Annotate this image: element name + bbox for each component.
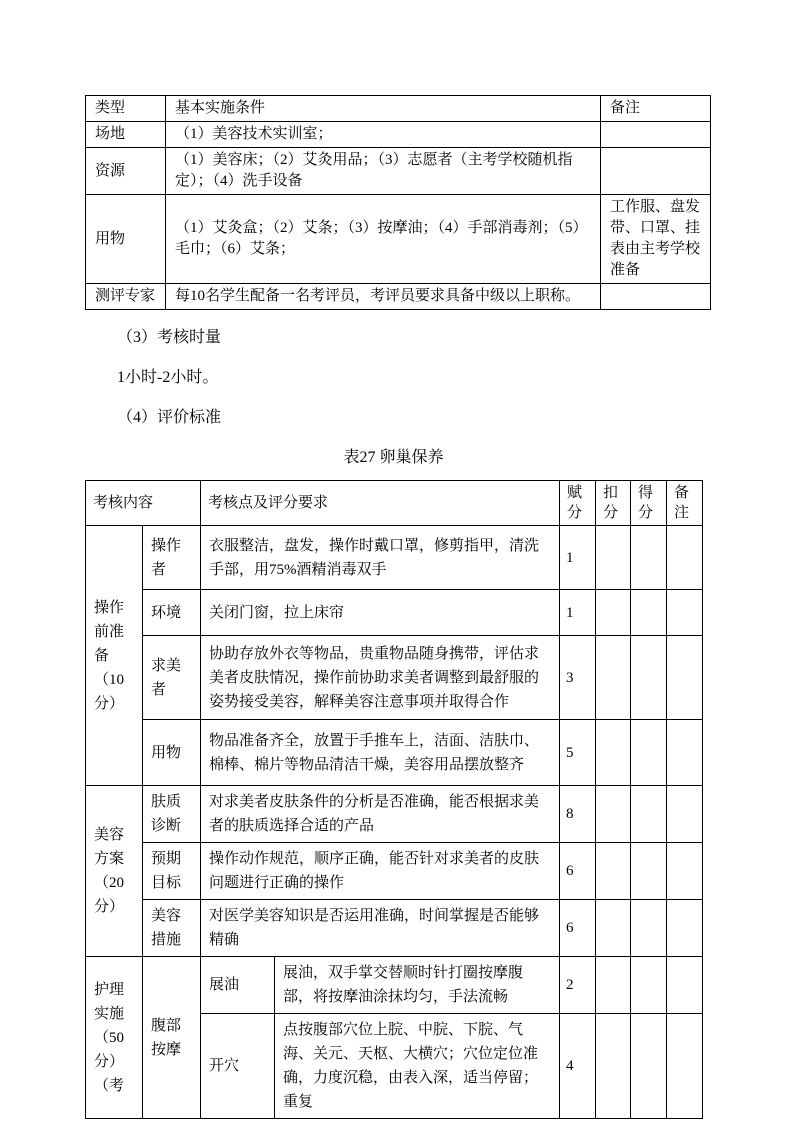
deduction-cell bbox=[596, 957, 631, 1014]
table-row bbox=[86, 590, 703, 636]
table2-header-note: 备注 bbox=[667, 481, 703, 526]
score-cell: 4 bbox=[560, 1014, 596, 1119]
table-row bbox=[86, 900, 703, 957]
score-cell: 8 bbox=[560, 786, 596, 843]
criteria-cell: 衣服整洁，盘发，操作时戴口罩，修剪指甲，清洗手部，用75%酒精消毒双手 bbox=[201, 526, 560, 590]
note-cell bbox=[667, 590, 703, 636]
group-label-cell: 美容方案（20分） bbox=[86, 786, 143, 957]
type-cell: 场地 bbox=[86, 122, 166, 148]
table1-header-row bbox=[86, 96, 711, 122]
type-cell: 用物 bbox=[86, 195, 166, 284]
item-cell: 预期目标 bbox=[143, 843, 201, 900]
gained-cell bbox=[631, 900, 667, 957]
gained-cell bbox=[631, 843, 667, 900]
table-row bbox=[86, 720, 703, 786]
item-cell: 操作者 bbox=[143, 526, 201, 590]
table-row bbox=[86, 195, 711, 284]
gained-cell bbox=[631, 636, 667, 720]
criteria-cell: 对求美者皮肤条件的分析是否准确，能否根据求美者的肤质选择合适的产品 bbox=[201, 786, 560, 843]
table-row bbox=[86, 843, 703, 900]
condition-cell: 每10名学生配备一名考评员，考评员要求具备中级以上职称。 bbox=[166, 284, 601, 310]
table2-header-deduction: 扣分 bbox=[596, 481, 631, 526]
deduction-cell bbox=[596, 590, 631, 636]
table-row bbox=[86, 526, 703, 590]
score-cell: 3 bbox=[560, 636, 596, 720]
condition-cell: （1）艾灸盒；（2）艾条；（3）按摩油；（4）手部消毒剂；（5）毛巾；（6）艾条； bbox=[166, 195, 601, 284]
score-cell: 6 bbox=[560, 843, 596, 900]
gained-cell bbox=[631, 786, 667, 843]
paragraph-exam-duration-label: （3）考核时量 bbox=[117, 329, 222, 346]
paragraph-exam-duration-value: 1小时-2小时。 bbox=[117, 369, 219, 386]
table2-header-points: 考核点及评分要求 bbox=[201, 481, 560, 526]
deduction-cell bbox=[596, 526, 631, 590]
table-row bbox=[86, 148, 711, 195]
score-cell: 5 bbox=[560, 720, 596, 786]
score-cell: 1 bbox=[560, 526, 596, 590]
note-cell bbox=[667, 957, 703, 1014]
condition-cell: （1）美容床；（2）艾灸用品；（3）志愿者（主考学校随机指定）；（4）洗手设备 bbox=[166, 148, 601, 195]
gained-cell bbox=[631, 720, 667, 786]
deduction-cell bbox=[596, 720, 631, 786]
table2-header-row bbox=[86, 481, 703, 526]
table-row bbox=[86, 636, 703, 720]
criteria-cell: 对医学美容知识是否运用准确，时间掌握是否能够精确 bbox=[201, 900, 560, 957]
note-cell bbox=[601, 148, 711, 195]
score-cell: 6 bbox=[560, 900, 596, 957]
table-caption: 表27 卵巢保养 bbox=[343, 449, 444, 466]
implementation-conditions-table bbox=[85, 95, 711, 310]
criteria-cell: 操作动作规范，顺序正确，能否针对求美者的皮肤问题进行正确的操作 bbox=[201, 843, 560, 900]
evaluation-table bbox=[85, 480, 703, 1119]
deduction-cell bbox=[596, 786, 631, 843]
condition-cell: （1）美容技术实训室； bbox=[166, 122, 601, 148]
table-row bbox=[86, 284, 711, 310]
table2-header-content: 考核内容 bbox=[86, 481, 201, 526]
deduction-cell bbox=[596, 900, 631, 957]
gained-cell bbox=[631, 957, 667, 1014]
note-cell: 工作服、盘发带、口罩、挂表由主考学校准备 bbox=[601, 195, 711, 284]
note-cell bbox=[667, 636, 703, 720]
note-cell bbox=[601, 122, 711, 148]
gained-cell bbox=[631, 1014, 667, 1119]
note-cell bbox=[667, 526, 703, 590]
note-cell bbox=[667, 900, 703, 957]
item-cell: 求美者 bbox=[143, 636, 201, 720]
table-row bbox=[86, 957, 703, 1014]
gained-cell bbox=[631, 590, 667, 636]
table2-header-score: 赋分 bbox=[560, 481, 596, 526]
criteria-cell: 展油，双手掌交替顺时针打圈按摩腹部，将按摩油涂抹均匀，手法流畅 bbox=[275, 957, 560, 1014]
criteria-cell: 点按腹部穴位上脘、中脘、下脘、气海、关元、天枢、大横穴；穴位定位准确，力度沉稳，由表入深，适当停留；重复 bbox=[275, 1014, 560, 1119]
table2-header-gained: 得分 bbox=[631, 481, 667, 526]
group-label-cell: 护理实施（50分）（考 bbox=[86, 957, 143, 1119]
item-cell: 用物 bbox=[143, 720, 201, 786]
criteria-cell: 协助存放外衣等物品，贵重物品随身携带，评估求美者皮肤情况，操作前协助求美者调整到最舒服的姿势接受美容，解释美容注意事项并取得合作 bbox=[201, 636, 560, 720]
table-row bbox=[86, 786, 703, 843]
note-cell bbox=[667, 786, 703, 843]
note-cell bbox=[667, 1014, 703, 1119]
group-label-cell: 操作前准备（10分） bbox=[86, 526, 143, 786]
table1-header-note: 备注 bbox=[601, 96, 711, 122]
paragraph-evaluation-standard-label: （4）评价标准 bbox=[117, 409, 222, 426]
item-cell: 环境 bbox=[143, 590, 201, 636]
table-row bbox=[86, 122, 711, 148]
note-cell bbox=[667, 720, 703, 786]
note-cell bbox=[601, 284, 711, 310]
criteria-cell: 关闭门窗，拉上床帘 bbox=[201, 590, 560, 636]
deduction-cell bbox=[596, 843, 631, 900]
deduction-cell bbox=[596, 1014, 631, 1119]
table1-header-type: 类型 bbox=[86, 96, 166, 122]
sub-group-label-cell: 腹部按摩 bbox=[143, 957, 201, 1119]
score-cell: 2 bbox=[560, 957, 596, 1014]
item-cell: 肤质诊断 bbox=[143, 786, 201, 843]
type-cell: 资源 bbox=[86, 148, 166, 195]
criteria-cell: 物品准备齐全，放置于手推车上，洁面、洁肤巾、棉棒、棉片等物品清洁干燥，美容用品摆放整齐 bbox=[201, 720, 560, 786]
step-label-cell: 开穴 bbox=[201, 1014, 275, 1119]
gained-cell bbox=[631, 526, 667, 590]
note-cell bbox=[667, 843, 703, 900]
step-label-cell: 展油 bbox=[201, 957, 275, 1014]
deduction-cell bbox=[596, 636, 631, 720]
table1-header-condition: 基本实施条件 bbox=[166, 96, 601, 122]
score-cell: 1 bbox=[560, 590, 596, 636]
type-cell: 测评专家 bbox=[86, 284, 166, 310]
item-cell: 美容措施 bbox=[143, 900, 201, 957]
